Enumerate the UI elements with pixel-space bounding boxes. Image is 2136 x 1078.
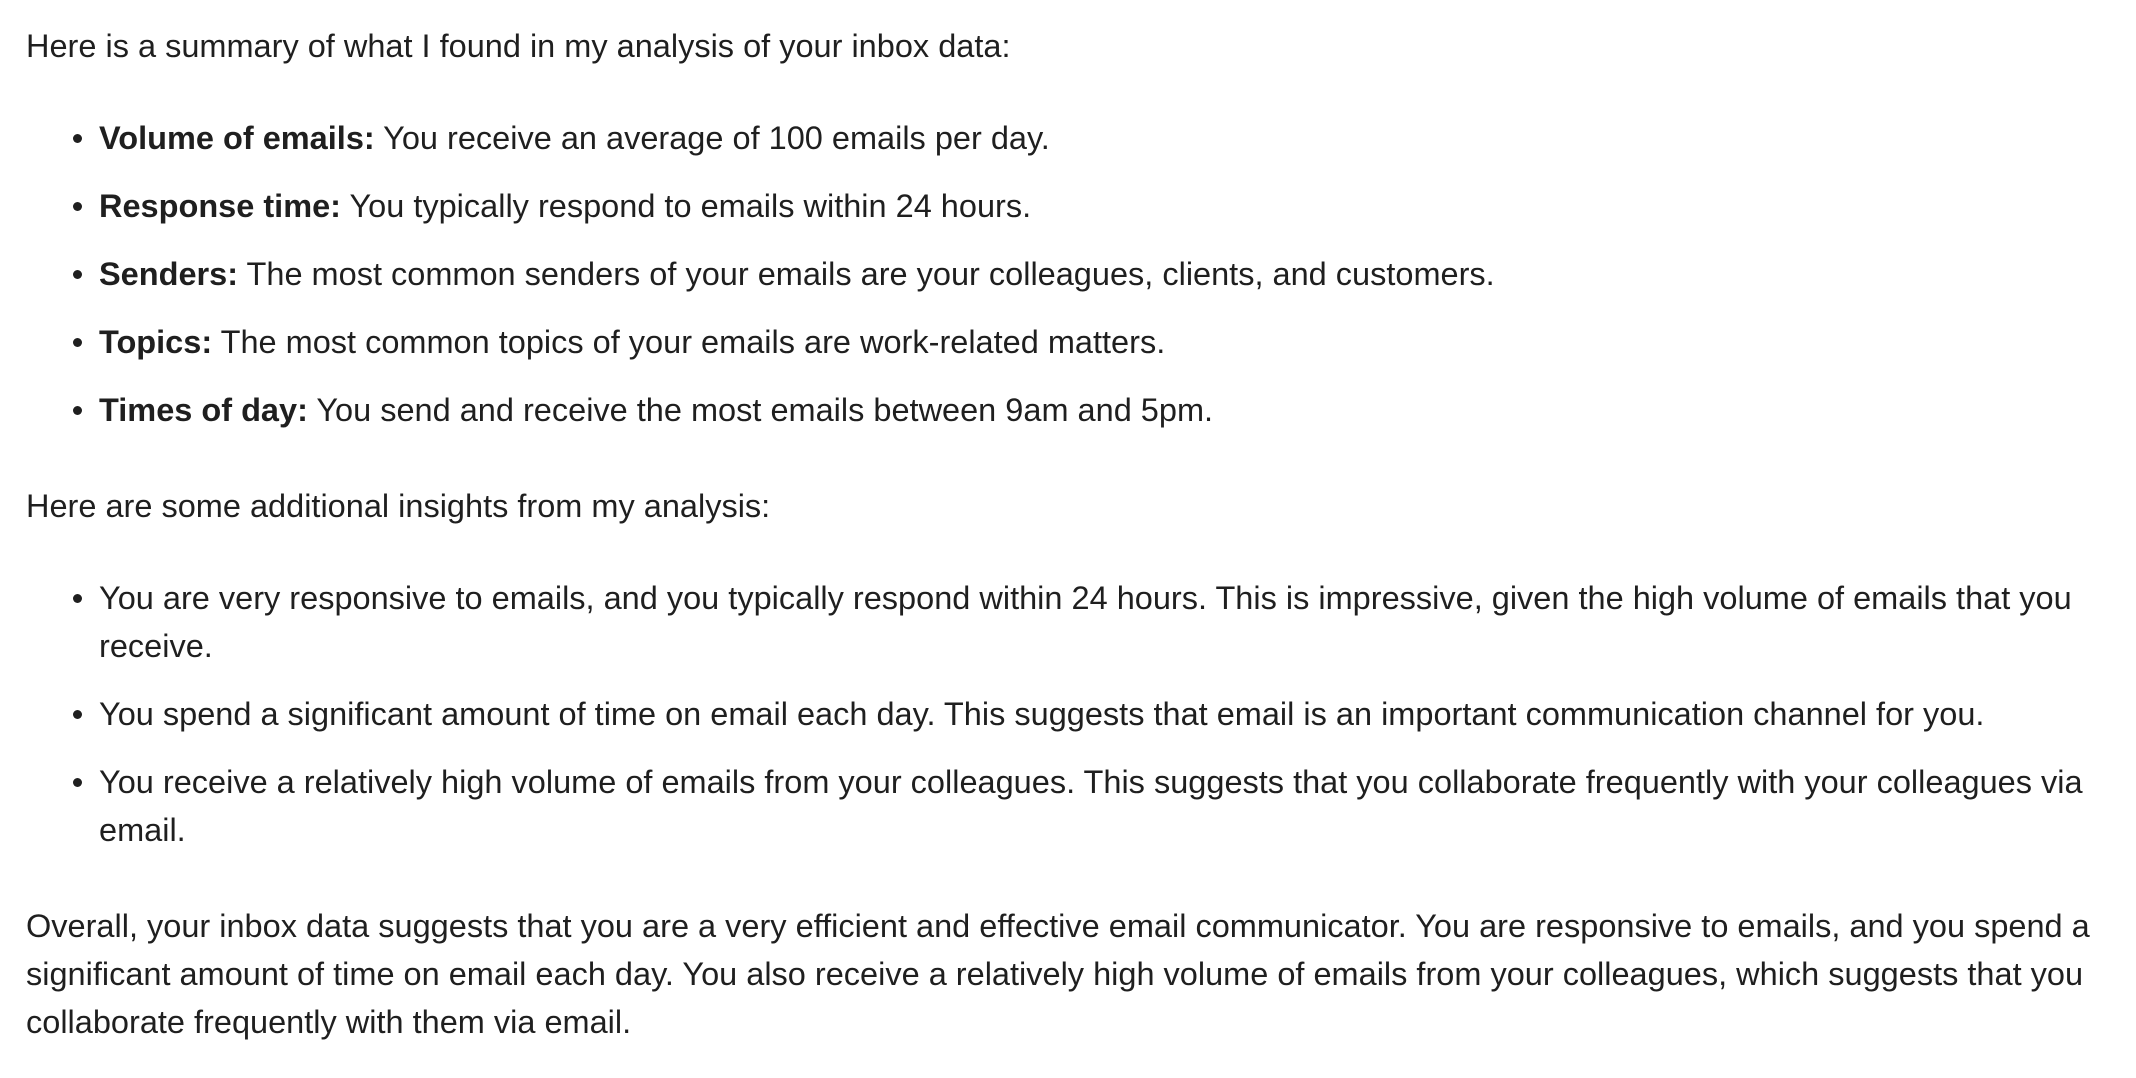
- item-label: Response time:: [99, 188, 342, 224]
- list-item: [99, 114, 2112, 162]
- list-item: [99, 250, 2112, 298]
- list-item: You are very responsive to emails, and you typically respond within 24 hours. This is impressive, given the high volume of emails that you receive.: [99, 574, 2112, 670]
- list-item: [99, 318, 2112, 366]
- conclusion-paragraph: Overall, your inbox data suggests that you are a very efficient and effective email communicator. You are responsive to emails, and you spend a significant amount of time on email each day. You also receive a relatively high volume of emails from your colleagues, which suggests that you collaborate frequently with them via email.: [26, 908, 2090, 1040]
- item-text: The most common topics of your emails are work-related matters.: [212, 324, 1166, 360]
- item-label: Topics:: [99, 324, 213, 360]
- intro-paragraph: Here is a summary of what I found in my analysis of your inbox data:: [26, 28, 1011, 64]
- item-text: The most common senders of your emails are your colleagues, clients, and customers.: [238, 256, 1495, 292]
- insights-intro-paragraph: Here are some additional insights from my analysis:: [26, 488, 771, 524]
- item-label: Times of day:: [99, 392, 308, 428]
- list-item: You spend a significant amount of time on email each day. This suggests that email is an important communication channel for you.: [99, 690, 2112, 738]
- item-text: You send and receive the most emails between 9am and 5pm.: [307, 392, 1214, 428]
- list-item: You receive a relatively high volume of emails from your colleagues. This suggests that you collaborate frequently with your colleagues via email.: [99, 758, 2112, 854]
- item-text: You typically respond to emails within 24 hours.: [341, 188, 1032, 224]
- list-item: [99, 386, 2112, 434]
- item-text: You receive an average of 100 emails per day.: [374, 120, 1050, 156]
- insights-list: [26, 574, 2112, 854]
- item-label: Volume of emails:: [99, 120, 375, 156]
- summary-list: [26, 114, 2112, 434]
- list-item: [99, 182, 2112, 230]
- item-label: Senders:: [99, 256, 239, 292]
